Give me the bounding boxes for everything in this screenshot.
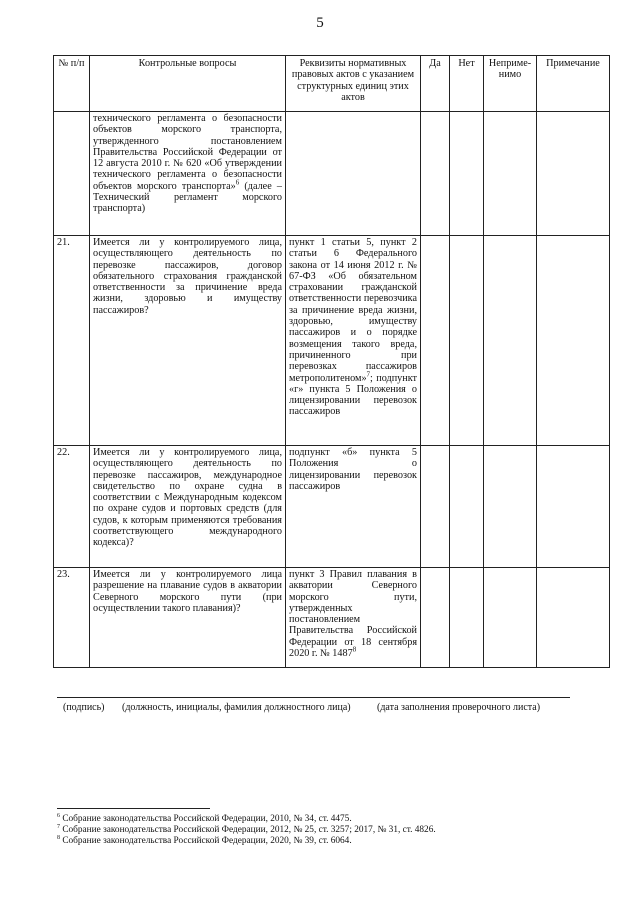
- not-applicable-cell[interactable]: [484, 236, 537, 446]
- requisites-cell: пункт 3 Правил плавания в акватории Северного морского пути, утвержденных постановлением Правительства Российской Федерации от 18 сентября 2020 г. № 1487$^8$: [286, 568, 421, 668]
- header-num: № п/п: [54, 56, 90, 112]
- header-no: Нет: [450, 56, 484, 112]
- question-cell: технического регламента о безопасности объектов морского транспорта, утвержденного постановлением Правительства Российской Федерации от 12 августа 2010 г. № 620 «Об утверждении технического регламента о безопасности объектов морского транспорта»$^6$ (далее – Технический регламент морского транспорта): [90, 112, 286, 236]
- no-cell[interactable]: [450, 446, 484, 568]
- requisites-cell: [286, 112, 421, 236]
- footnote: $^6$ Собрание законодательства Российской Федерации, 2010, № 34, ст. 4475.: [57, 812, 352, 824]
- header-not-applicable: Неприме-нимо: [484, 56, 537, 112]
- yes-cell[interactable]: [421, 568, 450, 668]
- position-label: (должность, инициалы, фамилия должностного лица): [122, 702, 351, 713]
- not-applicable-cell[interactable]: [484, 446, 537, 568]
- footnote: $^7$ Собрание законодательства Российской Федерации, 2012, № 25, ст. 3257; 2017, № 31, ст. 4826.: [57, 824, 436, 836]
- no-cell[interactable]: [450, 236, 484, 446]
- yes-cell[interactable]: [421, 236, 450, 446]
- page-number: 5: [316, 15, 324, 31]
- header-requisites: Реквизиты нормативных правовых актов с указанием структурных единиц этих актов: [286, 56, 421, 112]
- row-number: 21.: [54, 236, 90, 446]
- header-yes: Да: [421, 56, 450, 112]
- note-cell[interactable]: [537, 236, 610, 446]
- requisites-cell: подпункт «б» пункта 5 Положения о лицензировании перевозок пассажиров: [286, 446, 421, 568]
- row-number: [54, 112, 90, 236]
- requisites-cell: пункт 1 статьи 5, пункт 2 статьи 6 Федерального закона от 14 июня 2012 г. № 67-ФЗ «Об обязательном страховании гражданской ответственности перевозчика за причинение вреда жизни, здоровью, имуществу пассажиров и о порядке возмещения такого вреда, причиненного при перевозках пассажиров метрополитеном»$^7$; подпункт «г» пункта 5 Положения о лицензировании перевозок пассажиров: [286, 236, 421, 446]
- footnote-separator: [57, 808, 210, 809]
- question-cell: Имеется ли у контролируемого лица, осуществляющего деятельность по перевозке пассажиров, договор обязательного страхования гражданской ответственности за причинение вреда жизни, здоровью и имуществу пассажиров?: [90, 236, 286, 446]
- footnotes: [57, 814, 617, 848]
- checklist-table: [53, 55, 610, 668]
- signature-line: [57, 697, 570, 698]
- table-row: [54, 112, 610, 236]
- date-label: (дата заполнения проверочного листа): [377, 702, 541, 713]
- header-note: Примечание: [537, 56, 610, 112]
- no-cell[interactable]: [450, 568, 484, 668]
- header-row: [54, 56, 610, 112]
- not-applicable-cell[interactable]: [484, 112, 537, 236]
- table-row: [54, 568, 610, 668]
- table-row: [54, 446, 610, 568]
- not-applicable-cell[interactable]: [484, 568, 537, 668]
- no-cell[interactable]: [450, 112, 484, 236]
- footnote: $^8$ Собрание законодательства Российской Федерации, 2020, № 39, ст. 6064.: [57, 835, 352, 847]
- yes-cell[interactable]: [421, 446, 450, 568]
- note-cell[interactable]: [537, 112, 610, 236]
- row-number: 22.: [54, 446, 90, 568]
- yes-cell[interactable]: [421, 112, 450, 236]
- table-row: [54, 236, 610, 446]
- note-cell[interactable]: [537, 446, 610, 568]
- question-cell: Имеется ли у контролируемого лица разрешение на плавание судов в акватории Северного морского пути (при осуществлении такого плавания)?: [90, 568, 286, 668]
- row-number: 23.: [54, 568, 90, 668]
- question-cell: Имеется ли у контролируемого лица, осуществляющего деятельность по перевозке пассажиров, международное свидетельство по охране судна в соответствии с Международным кодексом по охране судов и портовых средств (для судов, к которым применяются требования соответствующего международного кодекса)?: [90, 446, 286, 568]
- signature-label: (подпись): [63, 702, 105, 713]
- note-cell[interactable]: [537, 568, 610, 668]
- header-question: Контрольные вопросы: [90, 56, 286, 112]
